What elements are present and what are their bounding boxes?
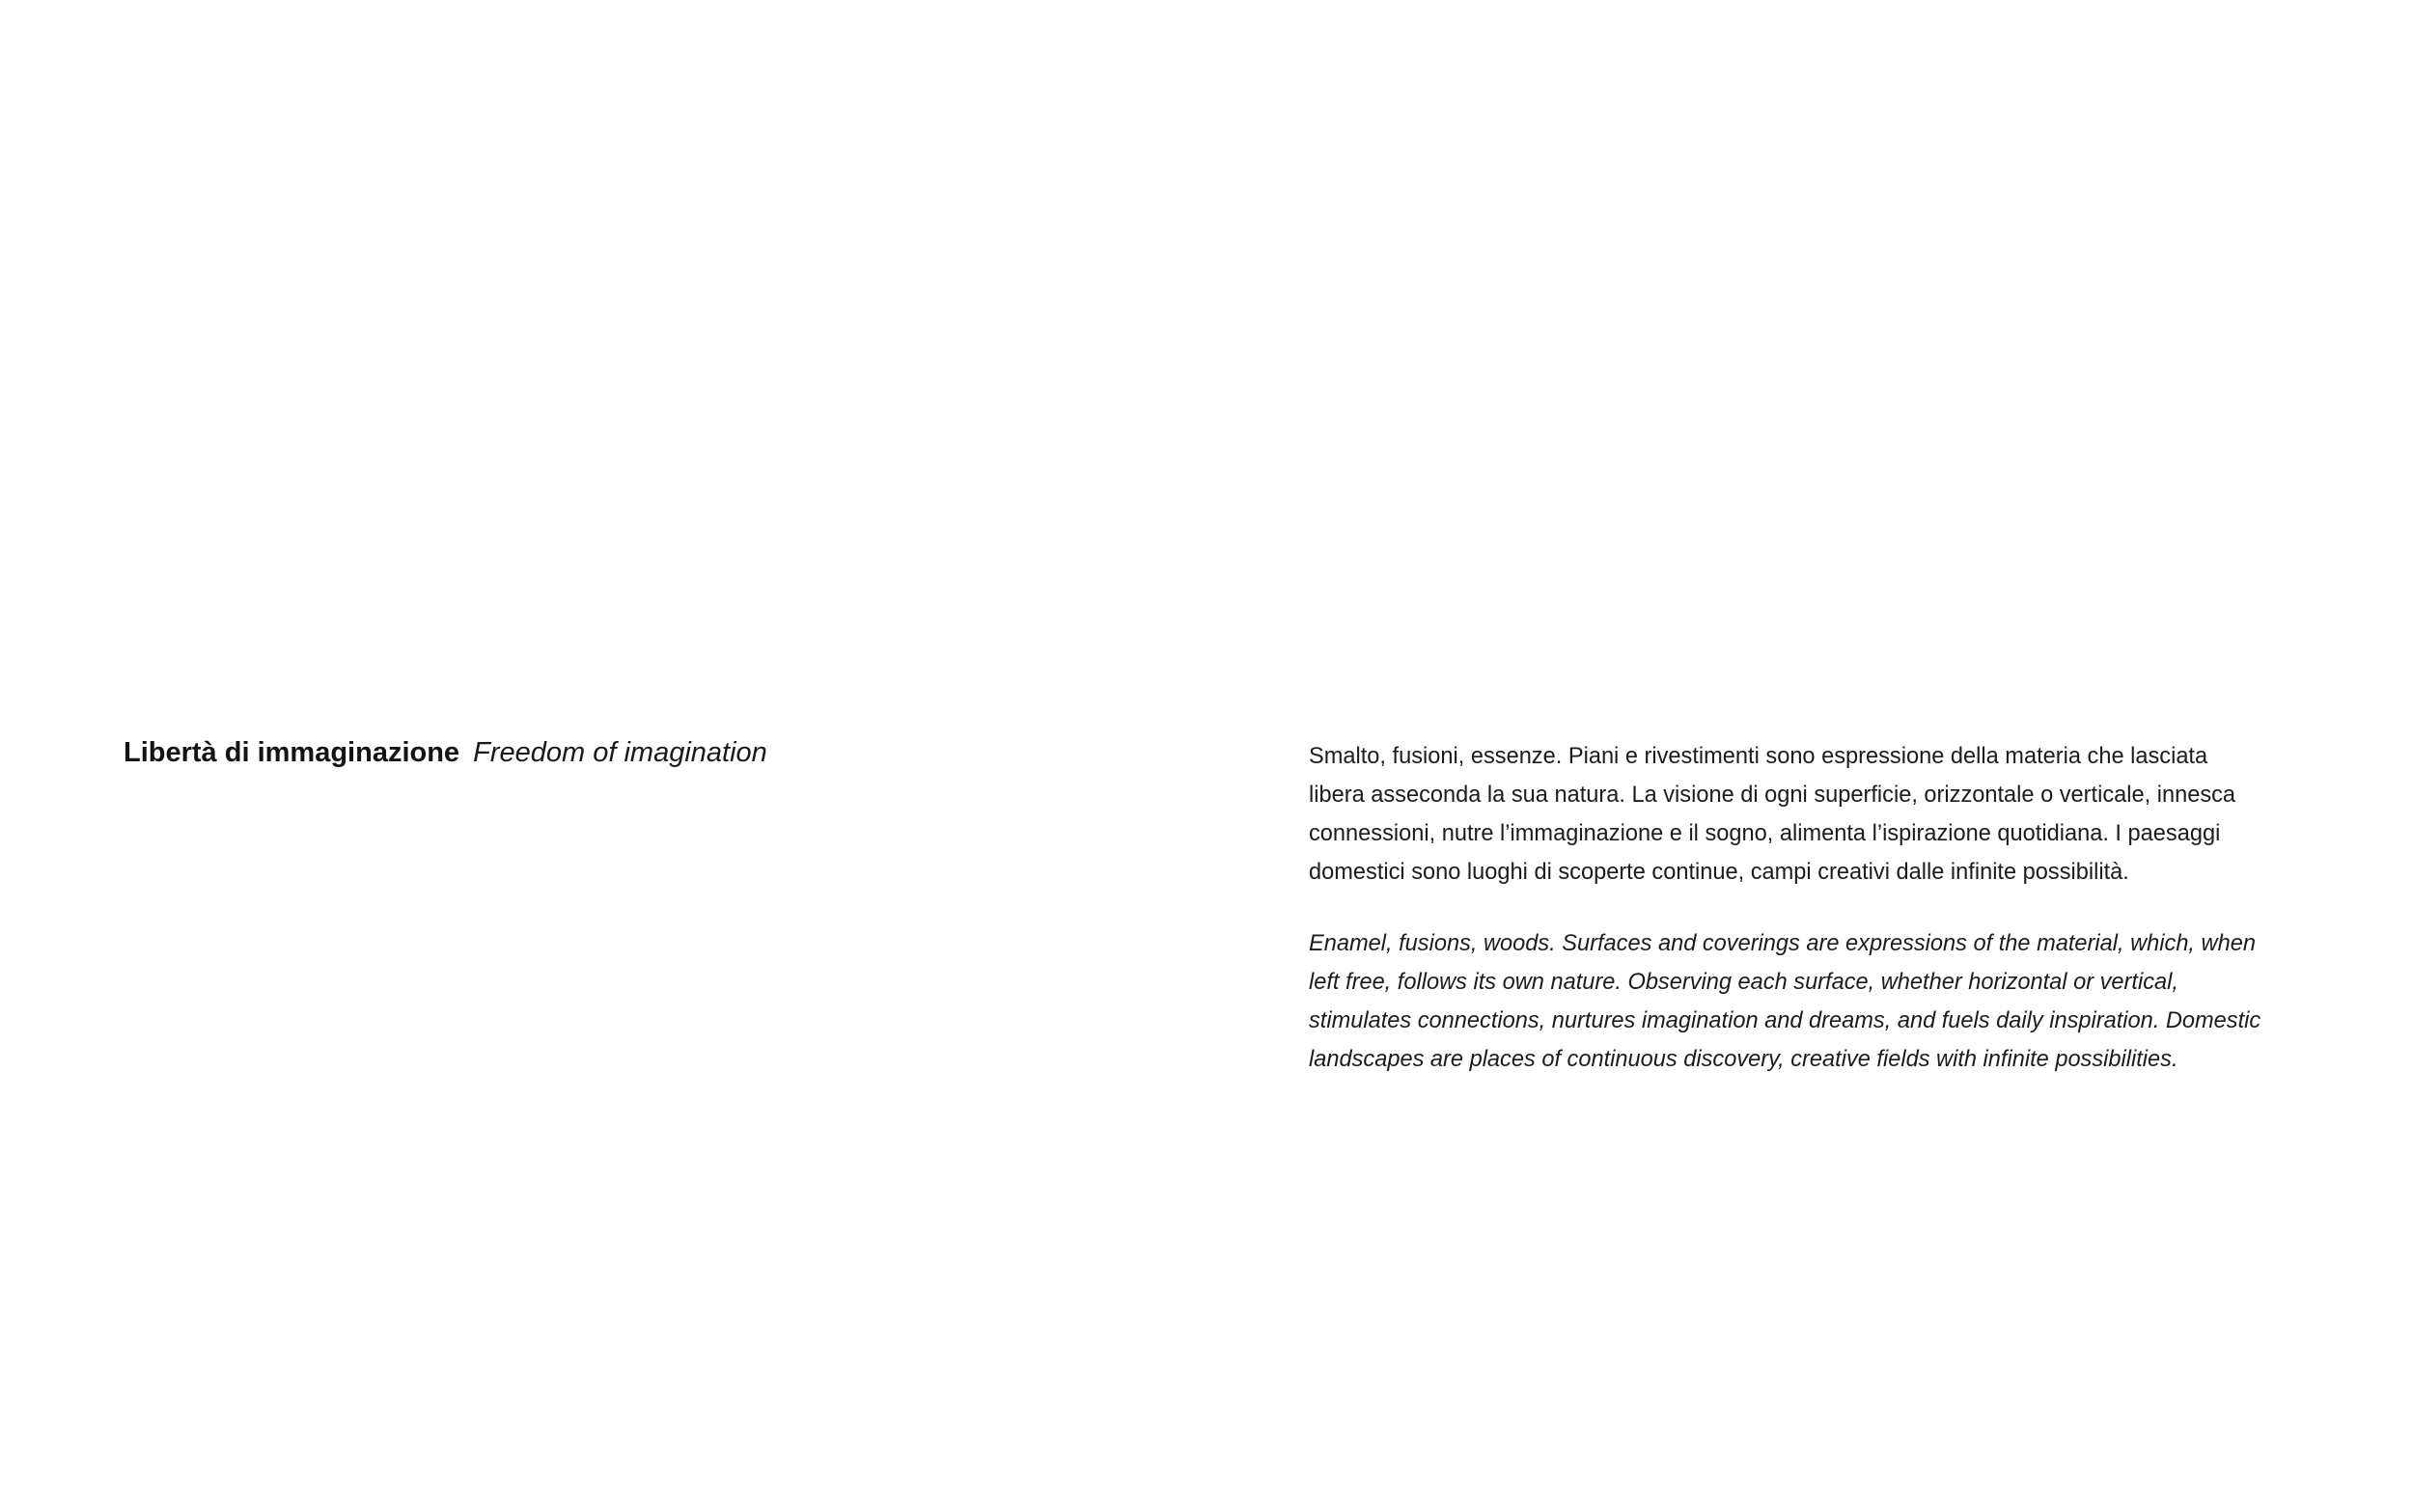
paragraph-english: Enamel, fusions, woods. Surfaces and coverings are expressions of the material, which, when left free, follows its own nature. Observing each surface, whether horizontal or vertical, stimulates connections, nurtures imagination and dreams, and fuels daily inspiration. Domestic landscapes are places of continuous discovery, creative fields with infinite possibilities. xyxy=(1309,931,2261,1072)
body-text xyxy=(1309,737,2264,1079)
section-heading xyxy=(124,733,767,772)
heading-italian: Libertà di immaginazione xyxy=(124,737,460,768)
paragraph-italian: Smalto, fusioni, essenze. Piani e rivestimenti sono espressione della materia che lasciata libera asseconda la sua natura. La visione di ogni superficie, orizzontale o verticale, innesca connessioni, nutre l’immaginazione e il sogno, alimenta l’ispirazione quotidiana. I paesaggi domestici sono luoghi di scoperte continue, campi creativi dalle infinite possibilità. xyxy=(1309,744,2236,885)
heading-english: Freedom of imagination xyxy=(473,737,767,768)
